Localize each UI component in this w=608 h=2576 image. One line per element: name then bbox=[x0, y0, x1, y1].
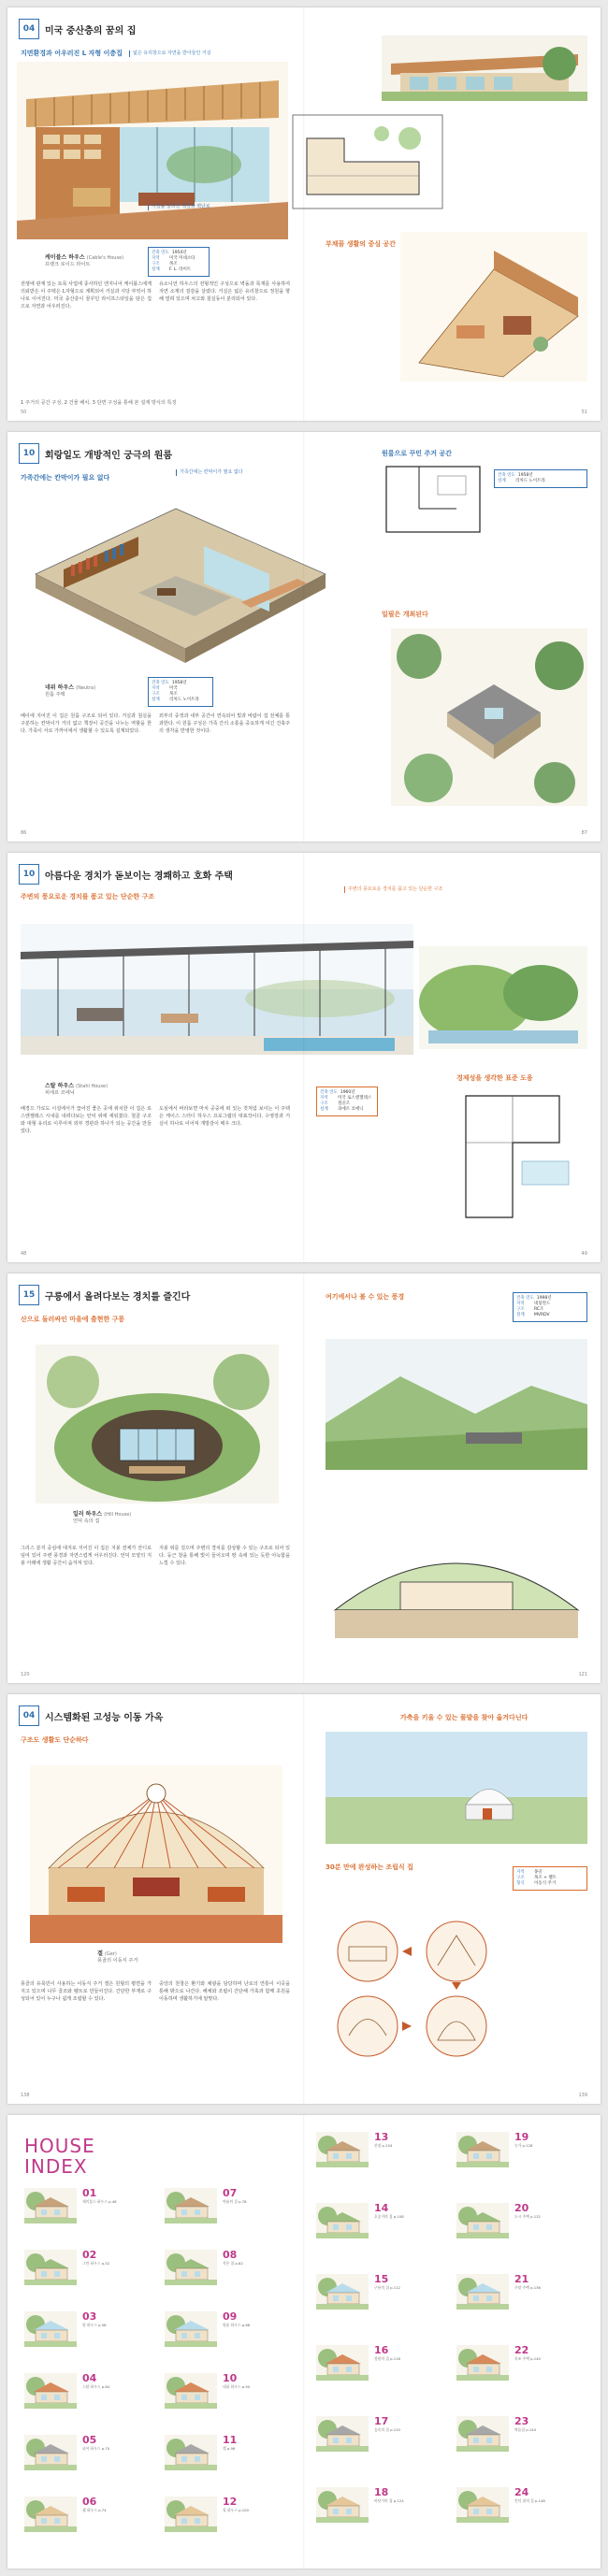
house-name: 스탈 하우스 (Stahl House) bbox=[45, 1083, 109, 1089]
house-subtitle: 프랭크 로이드 라이트 bbox=[45, 262, 91, 267]
index-item-thumbnail bbox=[24, 2188, 77, 2223]
info-box bbox=[316, 1087, 378, 1116]
info-box-right bbox=[494, 469, 587, 488]
body-text-right: 지붕 위를 걸으며 주변의 경치를 감상할 수 있는 구조로 되어 있다. 둥근 창을 통해 빛이 들어오며 땅 속에 있는 듯한 아늑함을 느낄 수 있다. bbox=[159, 1546, 290, 1566]
index-item bbox=[514, 2132, 580, 2148]
house-subtitle: 몽골의 이동식 주거 bbox=[97, 1958, 138, 1964]
index-item-number: 04 bbox=[82, 2372, 97, 2384]
hill-house-illustration bbox=[36, 1345, 279, 1504]
index-item bbox=[223, 2250, 288, 2266]
info-box bbox=[148, 247, 210, 277]
index-item-number: 19 bbox=[514, 2131, 529, 2143]
chapter-number: 15 bbox=[19, 1285, 39, 1305]
info-row: 설계 MVRDV bbox=[516, 1313, 550, 1317]
assembly-steps-diagram bbox=[326, 1909, 513, 2068]
spread-5 bbox=[7, 1694, 601, 2104]
index-title-line1: HOUSE bbox=[24, 2135, 95, 2157]
page-number-left: 86 bbox=[21, 830, 27, 836]
index-item bbox=[223, 2188, 288, 2204]
index-item bbox=[514, 2487, 580, 2503]
house-subtitle: 원룸 주택 bbox=[45, 692, 65, 698]
index-title bbox=[24, 2136, 95, 2177]
house-subtitle: 언덕 속의 집 bbox=[73, 1518, 100, 1524]
page-number-left: 48 bbox=[21, 1251, 27, 1257]
exterior-illustration bbox=[382, 36, 587, 101]
index-item-number: 13 bbox=[374, 2131, 389, 2143]
chapter-header bbox=[19, 864, 233, 885]
page-number-left: 50 bbox=[21, 410, 27, 415]
info-row: 건축 연도 1954년 bbox=[152, 251, 187, 255]
index-item bbox=[82, 2250, 148, 2266]
index-item-thumbnail bbox=[316, 2416, 369, 2452]
index-item-thumbnail bbox=[24, 2497, 77, 2532]
info-row: 구조 RC조 bbox=[516, 1307, 544, 1312]
index-item-number: 11 bbox=[223, 2434, 238, 2446]
info-row: 설계 F. L. 라이트 bbox=[152, 267, 192, 272]
info-box bbox=[513, 1866, 587, 1891]
index-item-thumbnail bbox=[165, 2188, 217, 2223]
fan-room-illustration bbox=[400, 232, 587, 381]
index-item-thumbnail bbox=[456, 2345, 509, 2381]
body-text-right: 유소니언 하우스의 전형적인 구성으로 벽돌과 목재를 사용하여 자연 소재의 질감을 살렸다. 거실은 넓은 유리창으로 정원을 향해 열려 있으며 차고와 침실동이 분리되어 있다. bbox=[159, 281, 290, 302]
index-item-number: 21 bbox=[514, 2273, 529, 2285]
chapter-header bbox=[19, 1705, 163, 1726]
spread-2 bbox=[7, 432, 601, 842]
right-subhead: 원룸으로 꾸민 주거 공간 bbox=[382, 450, 452, 457]
index-item-number: 14 bbox=[374, 2202, 389, 2214]
chapter-title: 시스템화된 고성능 이동 가옥 bbox=[45, 1712, 164, 1723]
house-subtitle: 피에르 코에닉 bbox=[45, 1090, 75, 1096]
index-item-thumbnail bbox=[24, 2373, 77, 2409]
info-row: 설계 리처드 노이트라 bbox=[152, 698, 199, 702]
index-item-text: 도시 주택 p.132 bbox=[514, 2214, 541, 2219]
chapter-title: 미국 중산층의 꿈의 집 bbox=[45, 25, 137, 36]
page-number-right: 87 bbox=[581, 830, 587, 836]
index-item-thumbnail bbox=[456, 2132, 509, 2167]
index-item-text: 농가 p.128 bbox=[514, 2143, 533, 2148]
body-text-left: 몽골의 유목민이 사용하는 이동식 주거 겔은 원형의 평면을 가지고 있으며 나무 골조와 펠트로 만들어진다. 간단한 부재로 구성되어 있어 누구나 쉽게 조립할 수 있다. bbox=[21, 1981, 152, 2002]
section-subhead: 산으로 둘러싸인 마을에 출현한 구릉 bbox=[21, 1316, 125, 1323]
floor-plan bbox=[382, 462, 485, 537]
footnote: 1 주거의 공간 구성, 2 건물 배치, 3 단면 구성을 통해 본 설계 방식의 특징 bbox=[21, 400, 177, 406]
section-drawing bbox=[326, 1498, 587, 1648]
index-item-thumbnail bbox=[165, 2250, 217, 2285]
section-subhead: 구조도 생활도 단순하다 bbox=[21, 1736, 89, 1744]
body-text-right: 도심에서 바라보면 마치 공중에 떠 있는 것처럼 보이는 이 주택은 케이스 스터디 하우스 프로그램의 대표작이다. 수영장과 거실이 하나로 이어져 개방감이 매우 크다. bbox=[159, 1106, 290, 1127]
index-item-thumbnail bbox=[165, 2497, 217, 2532]
index-item bbox=[82, 2311, 148, 2327]
index-item-number: 05 bbox=[82, 2434, 97, 2446]
index-item-thumbnail bbox=[316, 2345, 369, 2381]
index-item-number: 23 bbox=[514, 2415, 529, 2427]
index-item-number: 16 bbox=[374, 2344, 389, 2356]
index-item bbox=[82, 2188, 148, 2204]
index-item-number: 02 bbox=[82, 2249, 97, 2261]
index-item bbox=[223, 2373, 288, 2389]
info-row: 지역 네덜란드 bbox=[516, 1302, 551, 1306]
steppe-illustration bbox=[326, 1732, 587, 1844]
index-item-text: 셸 하우스 p.74 bbox=[82, 2508, 107, 2512]
spread-4 bbox=[7, 1274, 601, 1683]
index-item-number: 22 bbox=[514, 2344, 529, 2356]
spread-1 bbox=[7, 7, 601, 421]
index-item-text: 힐 하우스 p.100 bbox=[223, 2508, 249, 2512]
index-item-number: 07 bbox=[223, 2187, 238, 2199]
body-text-left: 배경으 가로도 시설에서가 끊어진 좋은 곳에 위치한 이 집은 로스앤젤레스 시내를 내려다보는 언덕 위에 세워졌다. 철골 구조와 대형 유리로 이루어져 외부 경관과 하나가 되는 공간을 만들었다. bbox=[21, 1106, 152, 1134]
chapter-title: 회랑일도 개방적인 궁극의 원룸 bbox=[45, 450, 173, 461]
index-item bbox=[82, 2373, 148, 2389]
note-bookshelf: 거실을 둘러싼 책장과 벽난로 bbox=[148, 204, 213, 210]
section-subhead: 가족간에는 칸막이가 필요 없다 bbox=[21, 474, 110, 482]
info-row: 지역 미국 미네소타 bbox=[152, 256, 195, 261]
section-subhead: 지면환경과 어우러진 L 자형 이층집 bbox=[21, 50, 123, 57]
page-number-right: 51 bbox=[581, 410, 587, 415]
index-item-thumbnail bbox=[316, 2203, 369, 2238]
body-text-left: 그리스 분지 중심에 대지로 지어진 이 집은 지붕 전체가 잔디로 덮여 있어 주변 풍경과 자연스럽게 어우러진다. 언덕 모양의 지붕 아래에 생활 공간이 숨겨져 있다. bbox=[21, 1546, 152, 1566]
index-item-text: 바닷가의 집 p.124 bbox=[374, 2498, 404, 2503]
index-item-thumbnail bbox=[456, 2203, 509, 2238]
info-row: 건축 연도 1958년 bbox=[152, 681, 187, 685]
index-item-text: 호숫가의 집 p.108 bbox=[374, 2214, 404, 2219]
page-number-left: 138 bbox=[21, 2093, 30, 2098]
index-item-thumbnail bbox=[456, 2274, 509, 2310]
index-item-text: 원룸 하우스 p.86 bbox=[223, 2323, 251, 2327]
index-item-thumbnail bbox=[456, 2487, 509, 2523]
house-index-spread bbox=[7, 2115, 601, 2569]
index-item-text: 케이블스 하우스 p.48 bbox=[82, 2199, 117, 2204]
body-text-right: 외부의 중정과 내부 공간이 연속되어 빛과 바람이 집 전체를 통과한다. 이 원룸 구성은 가족 간의 소통을 중요하게 여긴 건축주의 생각을 반영한 것이다. bbox=[159, 713, 290, 734]
house-name: 겔 (Ger) bbox=[97, 1950, 117, 1957]
info-row: 지역 미국 로스앤젤레스 bbox=[320, 1096, 372, 1101]
page-number-right: 49 bbox=[581, 1251, 587, 1257]
info-row: 구조 목조 bbox=[152, 692, 178, 697]
index-item bbox=[374, 2132, 440, 2148]
info-row: 건축 연도 1960년 bbox=[320, 1090, 355, 1095]
index-item-text: 작은 집 p.82 bbox=[223, 2261, 243, 2266]
aerial-house-illustration bbox=[391, 628, 587, 806]
one-room-axonometric bbox=[26, 490, 335, 668]
right-subhead-2: 30분 만에 완성하는 조립식 집 bbox=[326, 1864, 413, 1871]
section-subhead: 주변의 풍요로운 경치를 품고 있는 단순한 구조 bbox=[21, 893, 155, 900]
index-item-number: 20 bbox=[514, 2202, 529, 2214]
info-row: 지역 미국 bbox=[152, 686, 178, 691]
living-room-illustration bbox=[17, 62, 288, 239]
index-title-line2: INDEX bbox=[24, 2155, 88, 2178]
index-item-text: 산장 p.104 bbox=[374, 2143, 393, 2148]
page-number-left: 120 bbox=[21, 1672, 30, 1677]
info-row: 구조 철골조 bbox=[320, 1101, 351, 1106]
index-item-text: 목조 주택 p.140 bbox=[514, 2356, 541, 2361]
index-item-text: 언덕 위의 집 p.148 bbox=[514, 2498, 545, 2503]
note-view: 주변의 풍요로운 경치를 품고 있는 단순한 구조 bbox=[344, 886, 447, 893]
index-item-number: 12 bbox=[223, 2496, 238, 2508]
index-item-number: 24 bbox=[514, 2486, 529, 2498]
index-item bbox=[374, 2487, 440, 2503]
ger-interior-illustration bbox=[30, 1765, 282, 1943]
chapter-header bbox=[19, 443, 172, 464]
chapter-title: 구릉에서 올려다보는 경치를 즐긴다 bbox=[45, 1291, 191, 1302]
index-item-number: 15 bbox=[374, 2273, 389, 2285]
chapter-number: 04 bbox=[19, 19, 39, 39]
index-item bbox=[82, 2435, 148, 2451]
chapter-number: 10 bbox=[19, 864, 39, 885]
right-subhead: 여기에서나 볼 수 있는 풍경 bbox=[326, 1293, 405, 1301]
index-item-text: 스탈 하우스 p.64 bbox=[82, 2384, 110, 2389]
index-item-text: 겔 p.96 bbox=[223, 2446, 236, 2451]
index-item-text: 주말 주택 p.136 bbox=[514, 2285, 541, 2290]
chapter-title: 아름다운 경치가 돋보이는 경쾌하고 호화 주택 bbox=[45, 871, 233, 882]
spread-3 bbox=[7, 853, 601, 1262]
info-row: 건축 연도 1998년 bbox=[516, 1296, 552, 1301]
index-item-thumbnail bbox=[316, 2487, 369, 2523]
orange-subhead: 부채꼴 생활의 중심 공간 bbox=[326, 240, 396, 248]
index-item bbox=[514, 2203, 580, 2219]
index-item bbox=[374, 2274, 440, 2290]
index-item-thumbnail bbox=[316, 2274, 369, 2310]
info-box bbox=[148, 677, 213, 707]
info-row: 구조 목조 + 펠트 bbox=[516, 1876, 557, 1880]
chapter-number: 04 bbox=[19, 1705, 39, 1726]
index-item-thumbnail bbox=[165, 2311, 217, 2347]
landscape-illustration bbox=[326, 1339, 587, 1470]
index-item bbox=[223, 2311, 288, 2327]
site-plan-drawing bbox=[288, 110, 447, 213]
chapter-header bbox=[19, 19, 136, 39]
right-subhead: 경제성을 생각한 표준 도움 bbox=[456, 1074, 533, 1082]
glass-house-illustration bbox=[21, 924, 413, 1055]
index-item bbox=[82, 2497, 148, 2512]
index-item-number: 10 bbox=[223, 2372, 238, 2384]
info-box bbox=[513, 1292, 587, 1322]
body-text-left: 전쟁에 관계 있는 토목 사업에 종사하던 엔지니어 케이블스에게 의뢰받은 이 주택은 L자형으로 계획되어 거실과 식당 부엌이 하나로 이어진다. 미국 중산층이 꿈꾸던 라이프스타일을 담은 집으로 자연과 어우러진다. bbox=[21, 281, 152, 309]
index-item-number: 01 bbox=[82, 2187, 97, 2199]
index-item-thumbnail bbox=[165, 2435, 217, 2470]
garden-illustration bbox=[419, 946, 587, 1049]
index-item-text: 원 하우스 p.58 bbox=[82, 2323, 107, 2327]
note-top: 가족간에는 칸막이가 필요 없다 bbox=[176, 469, 279, 476]
body-text-left: 베이에 지어진 이 집은 원룸 구조로 되어 있다. 거실과 침실을 구분하는 칸막이가 거의 없고 책장이 공간을 나누는 역할을 한다. 가족이 서로 가까이에서 생활할 수 있도록 설계되었다. bbox=[21, 713, 152, 734]
info-row: 설계 피에르 코에닉 bbox=[320, 1107, 364, 1112]
index-item-number: 08 bbox=[223, 2249, 238, 2261]
index-item-thumbnail bbox=[24, 2435, 77, 2470]
note-window: 넓은 유리창으로 자연을 받아들인 거실 bbox=[129, 50, 213, 57]
index-item-text: 구릉의 집 p.112 bbox=[374, 2285, 400, 2290]
right-subhead: 가축을 키울 수 있는 풀밭을 찾아 옮겨다닌다 bbox=[400, 1714, 528, 1721]
index-item-thumbnail bbox=[456, 2416, 509, 2452]
index-item bbox=[514, 2274, 580, 2290]
index-item-text: 숲속의 집 p.120 bbox=[374, 2427, 400, 2432]
index-item-number: 18 bbox=[374, 2486, 389, 2498]
index-item bbox=[514, 2345, 580, 2361]
right-subhead-2: 일필은 개최된다 bbox=[382, 611, 428, 618]
index-item-thumbnail bbox=[165, 2373, 217, 2409]
index-item bbox=[374, 2416, 440, 2432]
info-row: 설계 리처드 노이트라 bbox=[498, 479, 545, 483]
index-item-thumbnail bbox=[316, 2132, 369, 2167]
index-item-text: 여름의 집 p.78 bbox=[223, 2199, 247, 2204]
index-item bbox=[223, 2435, 288, 2451]
index-item-text: 벽돌집 p.144 bbox=[514, 2427, 537, 2432]
index-item-number: 06 bbox=[82, 2496, 97, 2508]
house-name: 케이블스 하우스 (Cable's House) bbox=[45, 254, 124, 261]
index-item-number: 17 bbox=[374, 2415, 389, 2427]
house-name: 일러 하우스 (Hill House) bbox=[73, 1511, 132, 1518]
l-shaped-plan bbox=[456, 1087, 587, 1227]
index-item bbox=[374, 2345, 440, 2361]
house-name: 네위 하우스 (Neutra) bbox=[45, 684, 96, 691]
index-item-number: 03 bbox=[82, 2310, 97, 2323]
chapter-header bbox=[19, 1285, 190, 1305]
body-text-right: 중앙의 천창은 환기와 채광을 담당하며 난로의 연통이 이곳을 통해 밖으로 나간다. 해체와 조립이 간단해 가축과 함께 초원을 이동하며 생활하기에 알맞다. bbox=[159, 1981, 290, 2002]
index-item-thumbnail bbox=[24, 2250, 77, 2285]
index-item-text: 피셔 하우스 p.70 bbox=[82, 2446, 110, 2451]
page-number-right: 139 bbox=[578, 2093, 587, 2098]
info-row: 지역 몽골 bbox=[516, 1870, 543, 1875]
info-row: 구조 목조 bbox=[152, 262, 178, 266]
info-row: 형식 이동식 주거 bbox=[516, 1881, 557, 1886]
chapter-number: 10 bbox=[19, 443, 39, 464]
index-item-text: 그린 하우스 p.52 bbox=[82, 2261, 110, 2266]
index-item-text: 정원의 집 p.116 bbox=[374, 2356, 400, 2361]
index-item-text: 네위 하우스 p.90 bbox=[223, 2384, 251, 2389]
index-item bbox=[514, 2416, 580, 2432]
index-item bbox=[374, 2203, 440, 2219]
page-number-right: 121 bbox=[578, 1672, 587, 1677]
index-item bbox=[223, 2497, 288, 2512]
index-item-thumbnail bbox=[24, 2311, 77, 2347]
index-item-number: 09 bbox=[223, 2310, 238, 2323]
info-row: 건축 연도 1958년 bbox=[498, 473, 533, 478]
